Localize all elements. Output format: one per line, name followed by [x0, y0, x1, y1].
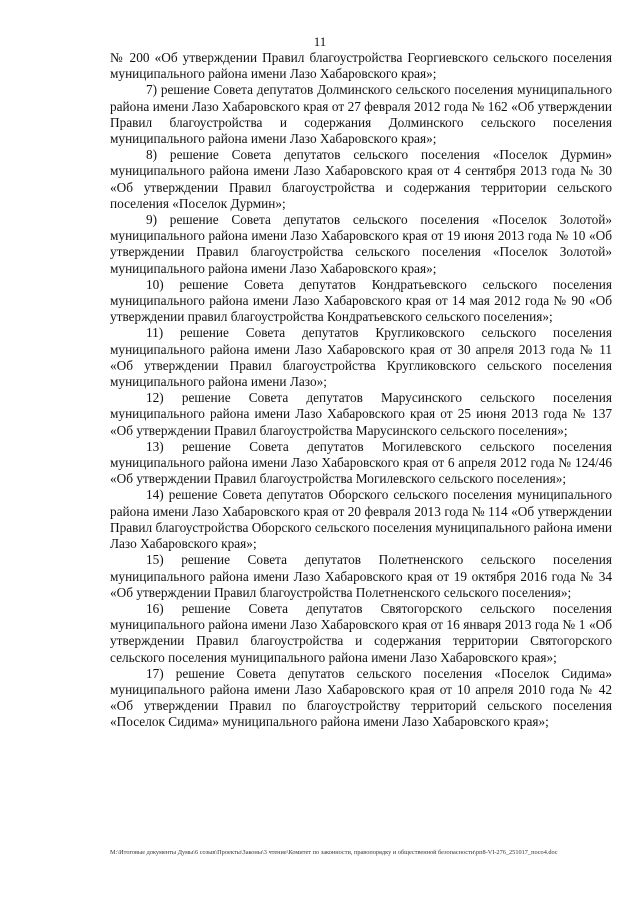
list-item: 13) решение Совета депутатов Могилевского сельского поселения муниципального района имени Лазо Хабаровского края от 6 апреля 2012 года № 124/46 «Об утверждении Правил благоустройства Могилевского сельского поселения»; [110, 438, 612, 487]
list-item: 9) решение Совета депутатов сельского поселения «Поселок Золотой» муниципального района имени Лазо Хабаровского края от 19 июня 2013 года № 10 «Об утверждении Правил благоустройства сельского поселения «Поселок Золотой» муниципального района имени Лазо Хабаровского края»; [110, 212, 612, 276]
list-item: 16) решение Совета депутатов Святогорского сельского поселения муниципального района имени Лазо Хабаровского края от 16 января 2013 года № 1 «Об утверждении Правил благоустройства и содержания территории Святогорского сельского поселения муниципального района имени Лазо Хабаровского края»; [110, 600, 612, 665]
paragraph-continuation: № 200 «Об утверждении Правил благоустройства Георгиевского сельского поселения муниципального района имени Лазо Хабаровского края»; [110, 50, 612, 82]
footer-file-path: M:\Итоговые документы Думы\6 созыв\Проекты\Законы\3 чтение\Комитет по законности, правопорядку и общественной безопасности\рп8-VI-276_251017_посо4.doc [110, 849, 558, 856]
document-body [110, 50, 612, 731]
list-item: 15) решение Совета депутатов Полетненского сельского поселения муниципального района имени Лазо Хабаровского края от 19 октября 2016 года № 34 «Об утверждении Правил благоустройства Полетненского сельского поселения»; [110, 552, 612, 600]
page-number: 11 [313, 34, 327, 49]
list-item: 17) решение Совета депутатов сельского поселения «Поселок Сидима» муниципального района имени Лазо Хабаровского края от 10 апреля 2010 года № 42 «Об утверждении Правил по благоустройству территорий сельского поселения «Поселок Сидима» муниципального района имени Лазо Хабаровского края»; [110, 665, 612, 730]
list-item: 8) решение Совета депутатов сельского поселения «Поселок Дурмин» муниципального района имени Лазо Хабаровского края от 4 сентября 2013 года № 30 «Об утверждении Правил благоустройства и содержания территории сельского поселения «Поселок Дурмин»; [110, 147, 612, 211]
list-item: 14) решение Совета депутатов Оборского сельского поселения муниципального района имени Лазо Хабаровского края от 20 февраля 2013 года № 114 «Об утверждении Правил благоустройства Оборского сельского поселения муниципального района имени Лазо Хабаровского края»; [110, 487, 612, 552]
list-item: 11) решение Совета депутатов Кругликовского сельского поселения муниципального района имени Лазо Хабаровского края от 30 апреля 2013 года № 11 «Об утверждении Правил благоустройства Кругликовского сельского поселения муниципального района имени Лазо»; [110, 325, 612, 390]
list-item: 12) решение Совета депутатов Марусинского сельского поселения муниципального района имени Лазо Хабаровского края от 25 июня 2013 года № 137 «Об утверждении Правил благоустройства Марусинского сельского поселения»; [110, 390, 612, 438]
list-item: 7) решение Совета депутатов Долминского сельского поселения муниципального района имени Лазо Хабаровского края от 27 февраля 2012 года № 162 «Об утверждении Правил благоустройства и содержания Долминского сельского поселения муниципального района имени Лазо Хабаровского края»; [110, 82, 612, 147]
list-item: 10) решение Совета депутатов Кондратьевского сельского поселения муниципального района имени Лазо Хабаровского края от 14 мая 2012 года № 90 «Об утверждении правил благоустройства Кондратьевского сельского поселения»; [110, 276, 612, 325]
